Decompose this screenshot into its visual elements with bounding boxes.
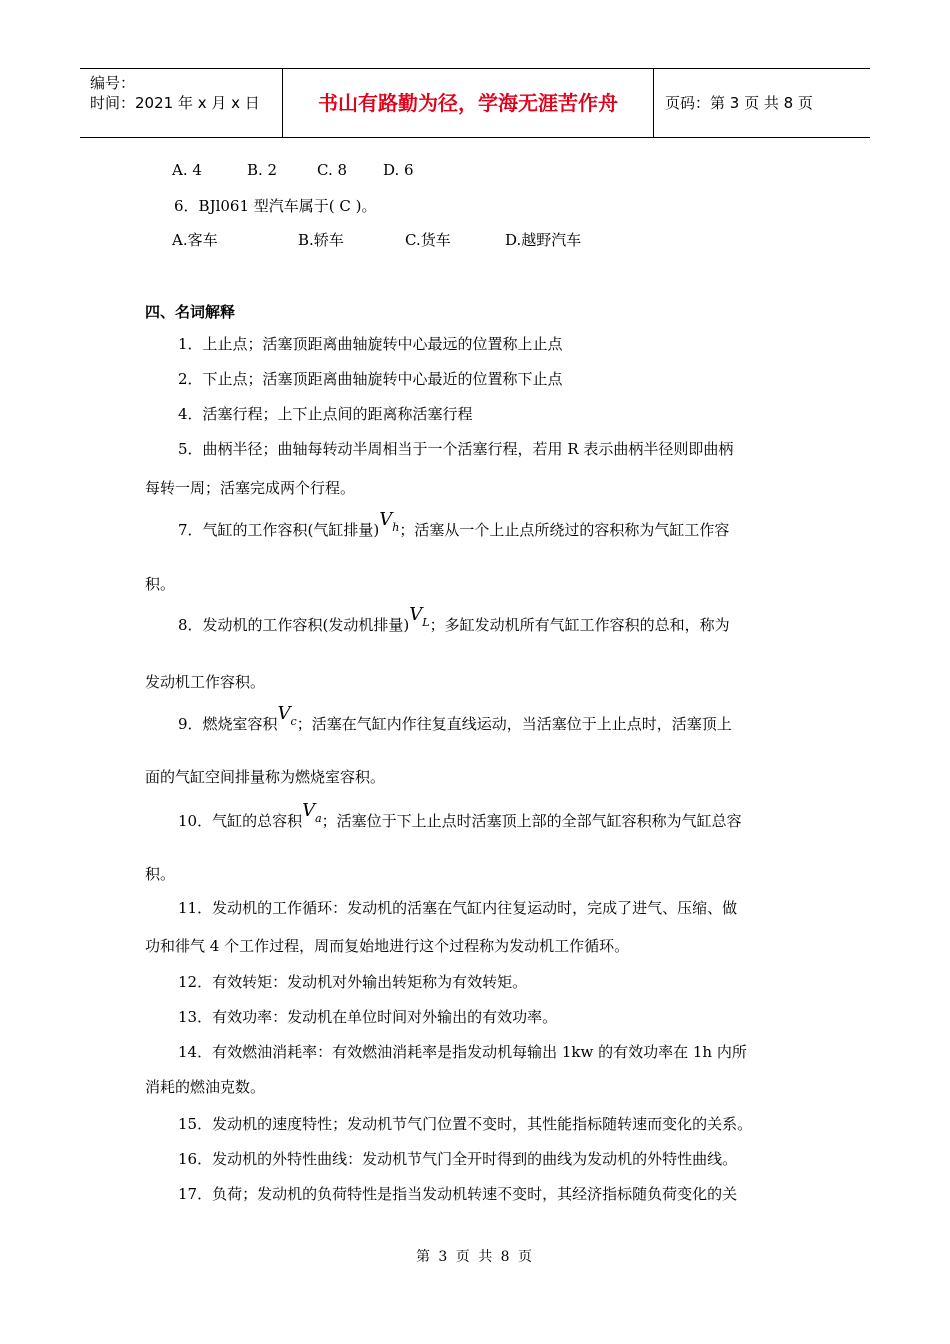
term-8-tail: ；多缸发动机所有气缸工作容积的总和，称为 [429,616,730,634]
symbol-va [302,800,322,825]
term-16: 16．发动机的外特性曲线：发动机节气门全开时得到的曲线为发动机的外特性曲线。 [178,1150,738,1168]
q6-option-b: B.轿车 [298,231,344,249]
section-title: 四、名词解释 [145,303,236,321]
q5-option-a: A. 4 [172,161,202,179]
term-9-line1 [178,703,732,736]
term-14-line2: 消耗的燃油克数。 [145,1078,266,1096]
header-meta-cell [80,69,283,137]
term-15: 15．发动机的速度特性；发动机节气门位置不变时，其性能指标随转速而变化的关系。 [178,1115,753,1133]
number-label: 编号： [90,74,136,92]
term-8-line2: 发动机工作容积。 [145,673,266,691]
q6-stem: 6．BJl061 型汽车属于( C )。 [174,197,377,215]
term-2: 2．下止点；活塞顶距离曲轴旋转中心最近的位置称下止点 [178,370,563,388]
term-8-line1 [178,604,730,637]
q6-option-d: D.越野汽车 [505,231,582,249]
symbol-vl [409,604,430,629]
symbol-v: V [409,604,423,625]
q6-option-a: A.客车 [172,231,218,249]
symbol-subscript: L [422,616,430,629]
symbol-v: V [302,800,316,821]
q6-option-c: C.货车 [405,231,451,249]
term-10-line1 [178,800,742,833]
symbol-subscript: h [392,521,400,534]
term-7-tail: ；活塞从一个上止点所绕过的容积称为气缸工作容 [399,521,730,539]
symbol-vc [277,703,297,728]
term-7-line2: 积。 [145,575,176,593]
term-11-line2: 功和徘气 4 个工作过程，周而复始地进行这个过程称为发动机工作循环。 [145,937,630,955]
term-14-line1: 14．有效燃油消耗率：有效燃油消耗率是指发动机每输出 1kw 的有效功率在 1h 内所 [178,1043,747,1061]
symbol-v: V [379,509,393,530]
date-label: 时间：2021 年 x 月 x 日 [90,94,260,112]
symbol-subscript: c [290,715,297,728]
term-12: 12．有效转矩：发动机对外输出转矩称为有效转矩。 [178,973,528,991]
page-header [80,68,870,138]
term-10-tail: ；活塞位于下上止点时活塞顶上部的全部气缸容积称为气缸总容 [321,812,742,830]
term-4: 4．活塞行程；上下止点间的距离称活塞行程 [178,405,473,423]
term-17: 17．负荷；发动机的负荷特性是指当发动机转速不变时，其经济指标随负荷变化的关 [178,1185,738,1203]
term-10-line2: 积。 [145,865,176,883]
symbol-v: V [277,703,291,724]
term-9-line2: 面的气缸空间排量称为燃烧室容积。 [145,768,386,786]
header-page-label: 页码：第 3 页 共 8 页 [665,94,813,112]
term-10-head: 10．气缸的总容积 [178,812,303,830]
header-motto: 书山有路勤为径，学海无涯苦作舟 [283,69,654,137]
q5-option-b: B. 2 [247,161,278,179]
term-11-line1: 11．发动机的工作循环：发动机的活塞在气缸内往复运动时，完成了进气、压缩、做 [178,899,738,917]
term-9-tail: ；活塞在气缸内作往复直线运动，当活塞位于上止点时，活塞顶上 [296,715,732,733]
symbol-subscript: a [315,812,322,825]
symbol-vh [379,509,400,534]
term-7-line1 [178,509,730,542]
term-7-head: 7．气缸的工作容积(气缸排量) [178,521,380,539]
term-8-head: 8．发动机的工作容积(发动机排量) [178,616,410,634]
term-13: 13．有效功率：发动机在单位时间对外输出的有效功率。 [178,1008,558,1026]
term-9-head: 9．燃烧室容积 [178,715,278,733]
q5-option-d: D. 6 [383,161,414,179]
term-5-line1: 5．曲柄半径；曲轴每转动半周相当于一个活塞行程，若用 R 表示曲柄半径则即曲柄 [178,440,734,458]
q5-option-c: C. 8 [317,161,348,179]
term-1: 1．上止点；活塞顶距离曲轴旋转中心最远的位置称上止点 [178,335,563,353]
page-footer: 第 3 页 共 8 页 [415,1249,535,1265]
term-5-line2: 每转一周；活塞完成两个行程。 [145,479,356,497]
